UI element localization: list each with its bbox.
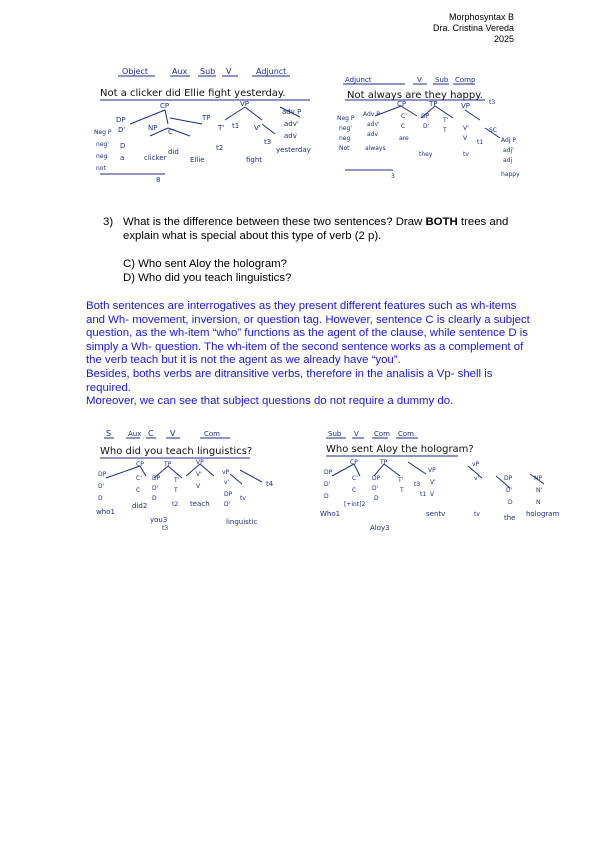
node-v: V [430,491,435,498]
label-v: V [354,430,359,438]
trace-t2: t2 [216,144,224,152]
node-cp: CP [136,461,144,468]
node-vp: VP [461,102,471,110]
trace-tv: tv [463,151,469,158]
node-neg-bar: neg' [339,125,352,132]
node-sc: SC [489,127,497,134]
node-c: C [401,123,406,130]
node-d-bar-3: D' [224,501,231,508]
trace-t1: t1 [477,139,484,146]
node-dp-2: DP [372,475,381,482]
word-fight: fight [246,156,263,164]
label-v: V [226,67,232,76]
node-adv-bar: adv' [367,121,380,128]
node-np: NP [148,124,158,132]
word-happy: happy [501,171,520,178]
node-tp: TP [380,459,388,466]
node-c-bar: C' [401,113,407,120]
trace-t3: t3 [414,481,421,488]
word-they: they [419,151,433,158]
node-neg: neg [96,153,108,160]
node-c: C [352,487,357,494]
question-number: 3) [103,216,114,228]
label-v: V [170,429,176,438]
trace-t1: t1 [420,491,427,498]
tree-labels [320,430,560,532]
node-c-bar: C' [352,475,358,482]
node-t-bar: T' [218,124,225,132]
tree-sketch-who-sent-aloy [318,426,568,536]
node-cp: CP [350,459,358,466]
word-linguistic: linguistic [226,518,258,526]
node-d-2: D [374,495,379,502]
node-v-bar: V' [463,125,469,132]
node-vp-small: vP [222,469,230,476]
word-did: did2 [132,502,148,510]
trace-t4: t4 [266,480,274,488]
word-a: a [120,154,125,162]
word-clicker: clicker [144,154,167,162]
index-3: 3 [391,173,395,180]
node-dp: DP [324,469,333,476]
trace-tv: tv [240,495,246,502]
word-you: you3 [150,516,168,524]
label-com: Com [374,430,390,438]
word-not: Not [339,145,350,152]
node-t: T [174,487,178,494]
node-c-feature: [+int]2 [344,501,366,508]
label-com-2: Com. [398,430,417,438]
index-t3: t3 [162,525,169,532]
node-cp: CP [160,102,170,110]
node-d-bar: D' [118,126,126,134]
node-tp: TP [429,100,438,108]
answer-paragraph-3: Moreover, we can see that subject questions do not require a dummy do. [86,395,454,408]
node-vp: VP [428,467,436,474]
node-v-bar-small: v' [474,475,480,482]
node-vp: VP [196,459,204,466]
node-v: V [196,483,201,490]
label-sub: Sub [200,67,216,76]
node-vp: VP [240,100,250,108]
node-c-bar: C' [136,475,142,482]
node-adj-bar: adj' [503,147,514,154]
question-text: What is the difference between these two sentences? Draw BOTH trees and explain what is special about this type of verb (2 p). [123,216,509,242]
node-d-bar: D' [324,481,331,488]
node-tp: TP [164,461,172,468]
node-d-3: D [508,499,513,506]
label-v: V [417,76,422,84]
option-c: C) Who sent Aloy the hologram? [123,258,287,270]
node-n-bar: N' [536,487,543,494]
node-neg-bar: neg' [96,141,109,148]
answer-text [86,300,531,409]
tree-sketch-not-a-clicker [90,62,320,187]
node-cp: CP [397,100,407,108]
label-adjunct: Adjunct [256,67,287,76]
node-adv-bar: adv' [284,120,299,128]
node-dp-2: DP [152,475,161,482]
answer-paragraph-1: Both sentences are interrogatives as they present different features such as wh-items and Wh- movement, inversion, or question tag. However, sentence C is clearly a subject question, as the wh-item “who” functions as the agent of the clause, while sentence D is simply a Wh- question. The wh-item of the second sentence works as a complement of the verb teach but it is not the agent as we already have “you”. [86,300,530,367]
word-are: are [399,135,409,142]
node-v-bar: V' [430,479,436,486]
node-t-bar: T' [398,477,404,484]
node-d: D [98,495,103,502]
label-adjunct: Adjunct [345,76,372,84]
course-name: Morphosyntax B [448,12,514,22]
teacher-name: Dra. Cristina Vereda [432,23,514,33]
node-d-bar-2: D' [152,485,159,492]
trace-t2: t2 [172,501,179,508]
node-dp-3: DP [224,491,233,498]
word-aloy: Aloy3 [370,524,390,532]
label-sub: Sub [435,76,449,84]
node-dp: DP [116,116,126,124]
trace-t3: t3 [489,99,496,106]
question-bold: BOTH [425,216,458,228]
sentence: Who did you teach linguistics? [100,446,253,457]
word-teach: teach [190,500,210,508]
page-header [433,12,514,45]
node-d-bar-3: D' [506,487,513,494]
label-aux: Aux [172,67,188,76]
word-always: always [365,145,386,152]
node-neg: neg [339,135,351,142]
node-dp: DP [421,113,430,120]
word-hologram: hologram [526,510,560,518]
node-adv-p: adv P [282,108,302,116]
node-d: D [324,493,329,500]
word-ellie: Ellie [190,156,205,164]
answer-paragraph-2: Besides, boths verbs are ditransitive verbs, therefore in the analisis a Vp- shell is required. [86,367,493,394]
node-c: C [136,487,141,494]
node-d-bar: D' [423,123,430,130]
node-adv: adv [284,132,297,140]
word-did: did [168,148,179,156]
tree-labels [337,76,520,180]
node-v-bar-small: v' [224,479,230,486]
node-v: V [463,135,468,142]
tree-sketch-not-always [335,70,535,185]
node-d: D [120,142,126,150]
trace-tv: tv [474,511,480,518]
trace-t1: t1 [232,122,240,130]
node-vp-small: vP [472,461,480,468]
node-adv: adv [367,131,379,138]
word-yesterday: yesterday [276,146,311,154]
node-t: T [443,127,447,134]
node-neg-p: Neg P [337,115,355,122]
option-d: D) Who did you teach linguistics? [123,272,292,284]
node-n: N [536,499,541,506]
word-who: who1 [96,508,115,516]
node-t-bar: T' [174,477,180,484]
label-aux: Aux [128,430,142,438]
question-3 [103,215,523,285]
node-c-bar: C' [168,128,175,136]
tree-sketch-who-did-you-teach [90,426,300,536]
course-year: 2025 [493,34,514,44]
word-sent: sentv [426,510,446,518]
tree-labels [96,429,274,532]
node-adv-p: Adv P [363,111,380,118]
label-com: Com [204,430,220,438]
trace-t3: t3 [264,138,272,146]
word-not: not [96,165,106,172]
label-sub: Sub [328,430,342,438]
node-np: NP [534,475,543,482]
tree-labels [94,67,311,184]
node-dp: DP [98,471,107,478]
node-adj: adj [503,157,513,164]
sentence: Who sent Aloy the hologram? [326,444,474,455]
node-d-bar-2: D' [372,485,379,492]
node-neg-p: Neg P [94,129,112,136]
word-who: Who1 [320,510,341,518]
node-t-bar: T' [443,117,449,124]
label-comp: Comp [455,76,476,84]
node-v-bar: V' [196,471,202,478]
node-d-bar: D' [98,483,105,490]
node-adj-p: Adj P [501,137,516,144]
sentence: Not a clicker did Ellie fight yesterday. [100,88,286,99]
node-d-2: D [152,495,157,502]
index-8: 8 [156,176,161,184]
word-the: the [504,514,516,522]
node-dp-3: DP [504,475,513,482]
sentence: Not always are they happy. [347,90,483,101]
label-s: S [106,429,112,438]
label-object: Object [122,67,149,76]
label-c: C [148,429,154,438]
node-v-bar: V' [254,124,261,132]
node-tp: TP [202,114,211,122]
node-t: T [400,487,404,494]
